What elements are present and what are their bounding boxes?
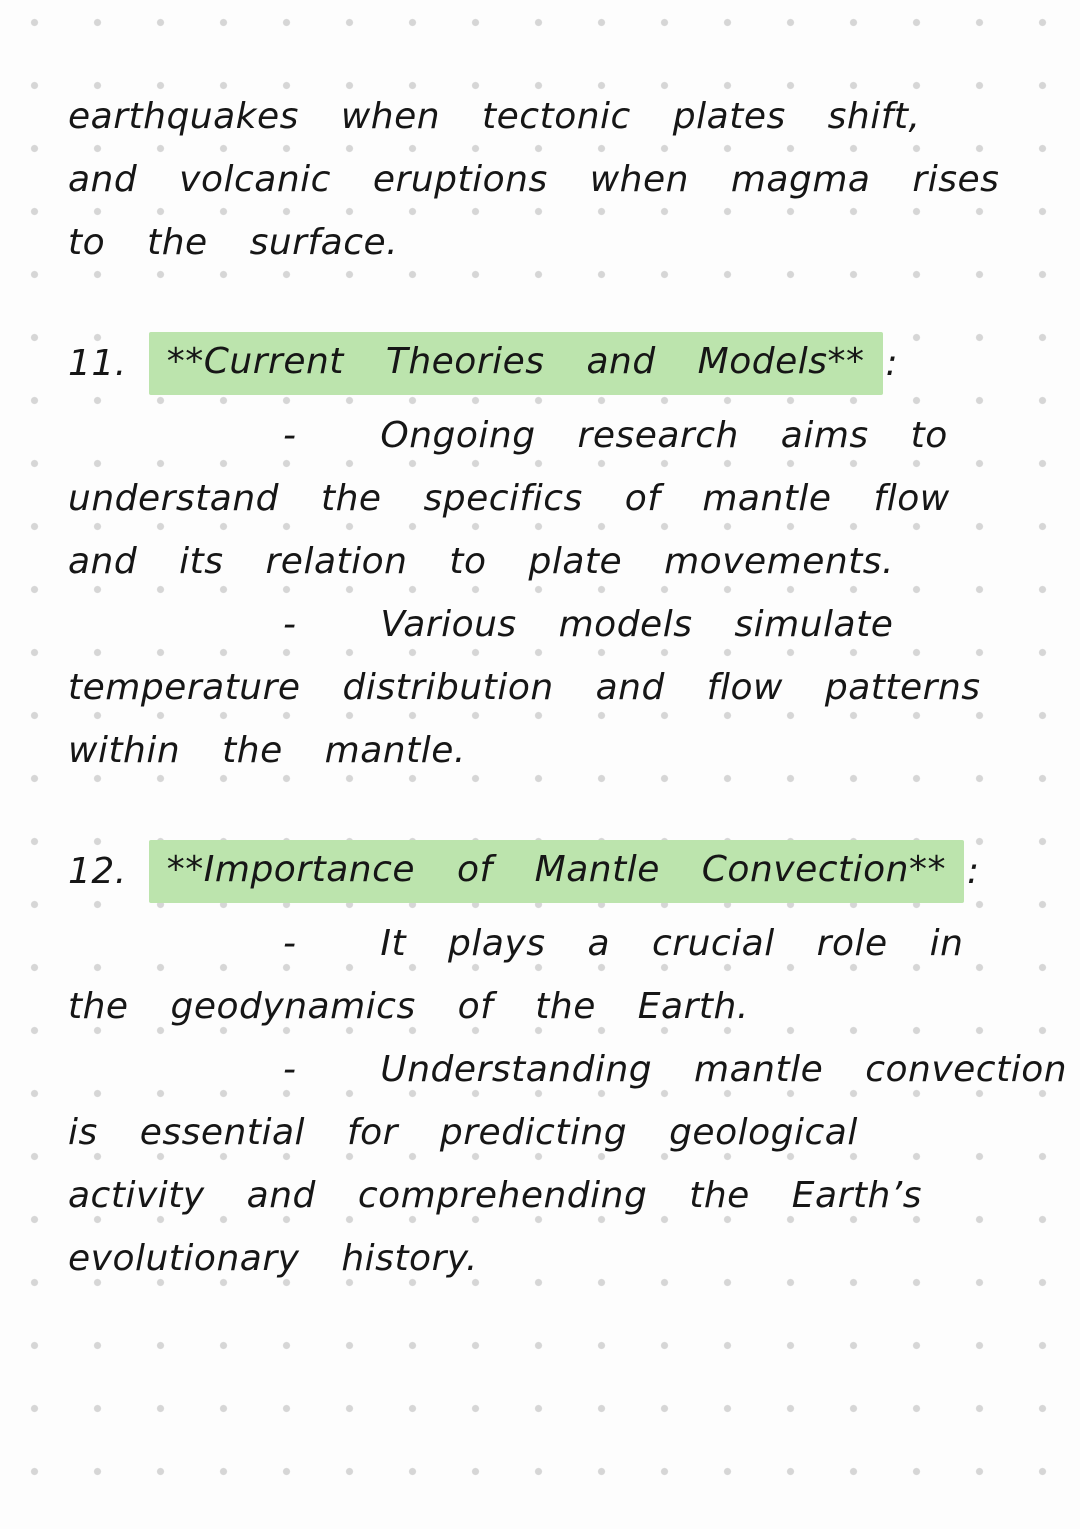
bullet-line: temperature distribution and flow patterns <box>68 667 981 708</box>
bullet-line: evolutionary history. <box>68 1238 478 1279</box>
bullet-item <box>68 593 1020 782</box>
bullet-item <box>68 912 1020 1038</box>
heading-colon: : <box>885 342 899 384</box>
text-line: earthquakes when tectonic plates shift, <box>68 96 921 137</box>
heading-colon: : <box>966 850 980 892</box>
intro-paragraph <box>68 85 1020 274</box>
section-number: 11. <box>68 342 127 384</box>
bullet-line: is essential for predicting geological <box>68 1112 858 1153</box>
bullet-line: - Understanding mantle convection <box>283 1049 1068 1090</box>
heading-highlight: **Importance of Mantle Convection** <box>149 840 964 903</box>
bullet-line: - Ongoing research aims to <box>283 415 948 456</box>
bullet-line: - Various models simulate <box>283 604 894 645</box>
text-line: to the surface. <box>68 222 399 263</box>
bullet-item <box>68 1038 1068 1290</box>
heading-highlight: **Current Theories and Models** <box>149 332 883 395</box>
section-importance-mantle-convection <box>68 838 1068 1290</box>
bullet-line: within the mantle. <box>68 730 466 771</box>
bullet-line: activity and comprehending the Earth’s <box>68 1175 923 1216</box>
bullet-line: - It plays a crucial role in <box>283 923 964 964</box>
section-heading <box>68 330 1020 396</box>
bullet-line: and its relation to plate movements. <box>68 541 895 582</box>
bullet-item <box>68 404 1020 593</box>
bullet-line: the geodynamics of the Earth. <box>68 986 749 1027</box>
text-line: and volcanic eruptions when magma rises <box>68 159 1000 200</box>
section-current-theories <box>68 330 1020 782</box>
section-heading <box>68 838 1020 904</box>
section-number: 12. <box>68 850 127 892</box>
bullet-line: understand the specifics of mantle flow <box>68 478 950 519</box>
